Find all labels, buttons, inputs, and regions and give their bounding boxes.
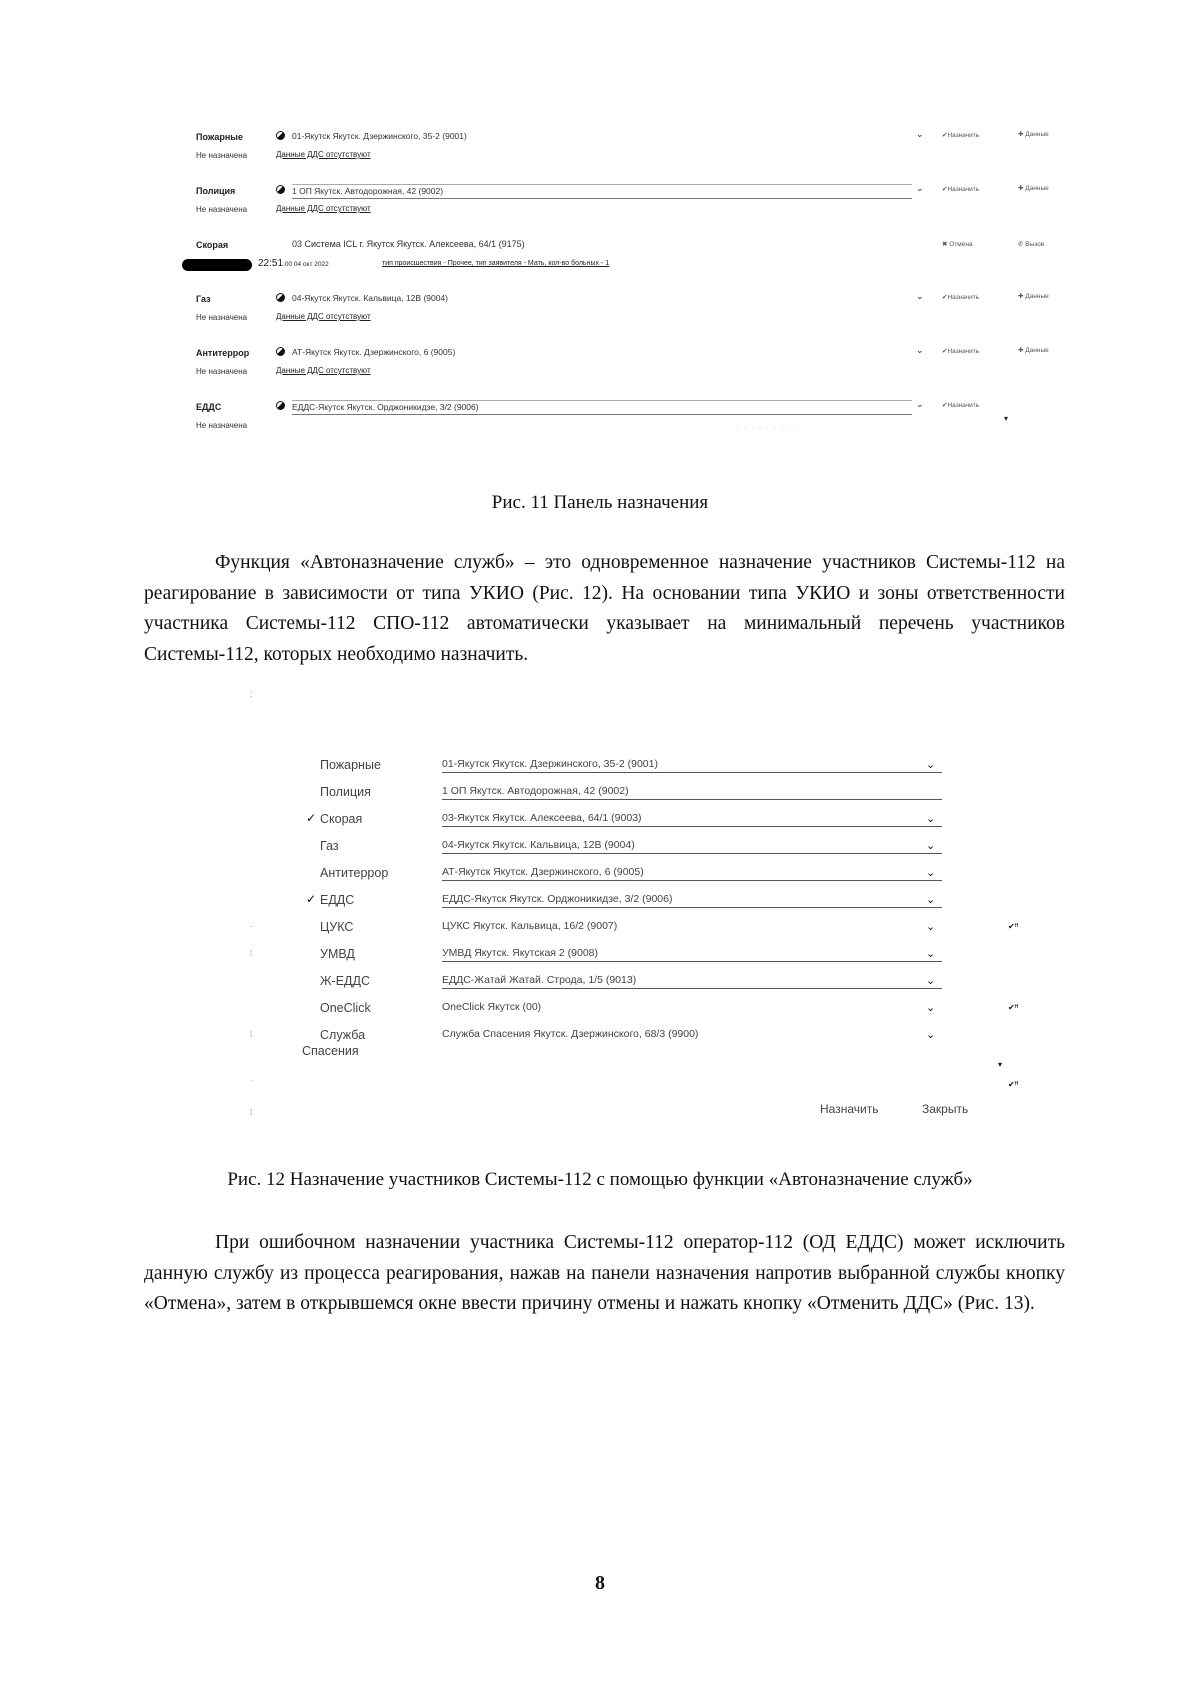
- service-select[interactable]: ЕДДС-Якутск Якутск. Орджоникидзе, 3/2 (9006): [292, 400, 912, 415]
- radio-icon[interactable]: [276, 293, 285, 302]
- chevron-down-icon[interactable]: ⌄: [916, 183, 924, 193]
- service-row-antiterror: [196, 334, 1096, 374]
- chevron-down-icon[interactable]: ⌄: [926, 1002, 936, 1014]
- service-select[interactable]: 01-Якутск Якутск. Дзержинского, 35-2 (9001): [292, 131, 467, 141]
- service-name: ЦУКС: [320, 920, 354, 934]
- auto-row-police[interactable]: [246, 779, 1046, 805]
- service-status: Не назначена: [196, 151, 248, 160]
- service-name: Скорая: [196, 240, 229, 250]
- chevron-down-icon[interactable]: ⌄: [926, 948, 936, 960]
- service-select[interactable]: ЕДДС-Якутск Якутск. Орджоникидзе, 3/2 (9006): [442, 891, 942, 908]
- chevron-down-icon[interactable]: ⌄: [926, 921, 936, 933]
- chevron-down-icon[interactable]: ⌄: [916, 345, 924, 355]
- service-select[interactable]: 01-Якутск Якутск. Дзержинского, 35-2 (9001): [442, 756, 942, 773]
- assign-button[interactable]: ✔Назначить: [942, 402, 980, 409]
- redaction-bar: [182, 259, 252, 271]
- assign-button[interactable]: Назначить: [820, 1102, 879, 1116]
- service-select[interactable]: ЕДДС-Жатай Жатай. Строда, 1/5 (9013): [442, 972, 942, 989]
- service-select[interactable]: АТ-Якутск Якутск. Дзержинского, 6 (9005): [292, 347, 456, 357]
- service-row-edds: [196, 388, 1096, 428]
- assigned-time: 22:51:00 04 окт 2022: [258, 258, 329, 269]
- service-select[interactable]: УМВД Якутск. Якутская 2 (9008): [442, 945, 942, 962]
- service-select[interactable]: OneClick Якутск (00): [442, 1001, 542, 1013]
- check-icon: ✔ᴴ: [1008, 1080, 1019, 1089]
- service-name: Газ: [320, 839, 339, 853]
- chevron-down-icon[interactable]: ⌄: [916, 399, 924, 409]
- check-icon: ✓: [306, 811, 317, 825]
- auto-row-oneclick[interactable]: [246, 995, 1046, 1021]
- assign-button[interactable]: ✔Назначить: [942, 348, 980, 355]
- figure-11-caption: Рис. 11 Панель назначения: [491, 492, 709, 513]
- auto-row-zh-edds[interactable]: [246, 968, 1046, 994]
- assign-button[interactable]: ✔Назначить: [942, 294, 980, 301]
- close-button[interactable]: Закрыть: [922, 1102, 969, 1116]
- call-button[interactable]: ✆ Вызов: [1018, 241, 1045, 248]
- edge-mark: ·: [250, 1076, 253, 1085]
- data-button[interactable]: ✚ Данные: [1018, 131, 1049, 138]
- service-name: Газ: [196, 294, 211, 304]
- radio-icon[interactable]: [276, 185, 285, 194]
- service-name: Ж-ЕДДС: [320, 974, 370, 988]
- service-name: Служба: [320, 1028, 366, 1042]
- chevron-down-icon[interactable]: ⌄: [926, 867, 936, 879]
- incident-info-link[interactable]: тип происшествия - Прочее, тип заявителя - Мать, кол-во больных - 1: [382, 260, 610, 267]
- auto-assign-dialog: [246, 690, 1046, 1120]
- chevron-down-icon[interactable]: ⌄: [926, 1029, 936, 1041]
- auto-row-antiterror[interactable]: [246, 860, 1046, 886]
- service-status: Не назначена: [196, 421, 248, 430]
- auto-row-gas[interactable]: [246, 833, 1046, 859]
- service-row-fire: [196, 118, 1096, 158]
- service-name: Полиция: [320, 785, 371, 799]
- dds-data-link[interactable]: Данные ДДС отсутствуют: [276, 204, 371, 213]
- assignment-panel: [196, 118, 1096, 468]
- service-select[interactable]: Служба Спасения Якутск. Дзержинского, 68/3 (9900): [442, 1028, 699, 1040]
- service-name: ЕДДС: [320, 893, 355, 907]
- service-name: OneClick: [320, 1001, 371, 1015]
- auto-row-ambulance[interactable]: [246, 806, 1046, 832]
- service-name: Пожарные: [196, 132, 243, 142]
- radio-icon[interactable]: [276, 347, 285, 356]
- check-icon: ✓: [306, 892, 317, 906]
- auto-row-tsuks[interactable]: [246, 914, 1046, 940]
- auto-row-rescue[interactable]: [246, 1022, 1046, 1066]
- service-select[interactable]: 1 ОП Якутск. Автодорожная, 42 (9002): [292, 184, 912, 199]
- service-name: УМВД: [320, 947, 355, 961]
- service-status: Не назначена: [196, 205, 248, 214]
- figure-12-caption: Рис. 12 Назначение участников Системы-112 с помощью функции «Автоназначение служб»: [227, 1169, 973, 1190]
- assign-button[interactable]: ✔Назначить: [942, 132, 980, 139]
- service-name: Антитеррор: [320, 866, 389, 880]
- service-name-line2: Спасения: [302, 1044, 359, 1058]
- data-button[interactable]: ✚ Данные: [1018, 347, 1049, 354]
- auto-row-umvd[interactable]: [246, 941, 1046, 967]
- service-name: ЕДДС: [196, 402, 222, 412]
- chevron-down-icon[interactable]: ⌄: [916, 129, 924, 139]
- data-button[interactable]: ✚ Данные: [1018, 185, 1049, 192]
- edge-mark: ⁚: [250, 690, 253, 699]
- chevron-down-icon[interactable]: ⌄: [926, 894, 936, 906]
- service-name: Пожарные: [320, 758, 381, 772]
- service-select[interactable]: ЦУКС Якутск. Кальвица, 16/2 (9007): [442, 920, 618, 932]
- check-icon: ✔ᴴ: [1008, 1003, 1019, 1012]
- service-row-gas: [196, 280, 1096, 320]
- chevron-down-icon[interactable]: ⌄: [916, 291, 924, 301]
- service-row-ambulance: [196, 226, 1096, 266]
- service-select[interactable]: 04-Якутск Якутск. Кальвица, 12В (9004): [292, 293, 449, 303]
- service-row-police: [196, 172, 1096, 212]
- chevron-down-icon[interactable]: ⌄: [926, 975, 936, 987]
- edge-mark: ·: [250, 922, 253, 931]
- ambulance-dds: 03 Система ICL г. Якутск Якутск. Алексеева, 64/1 (9175): [292, 239, 525, 249]
- service-select[interactable]: 03-Якутск Якутск. Алексеева, 64/1 (9003): [442, 810, 942, 827]
- edge-mark: ⁞: [250, 1108, 253, 1117]
- paragraph-cancel: При ошибочном назначении участника Системы-112 оператор-112 (ОД ЕДДС) может исключить данную службу из процесса реагирования, нажав на панели назначения напротив выбранной службы кнопку «Отмена», затем в открывшемся окне ввести причину отмены и нажать кнопку «Отменить ДДС» (Рис. 13).: [144, 1232, 1065, 1314]
- service-status: Не назначена: [196, 367, 248, 376]
- dds-data-link[interactable]: Данные ДДС отсутствуют: [276, 312, 371, 321]
- service-status: Не назначена: [196, 313, 248, 322]
- page-number: 8: [595, 1572, 605, 1594]
- service-name: Антитеррор: [196, 348, 250, 358]
- chevron-down-icon[interactable]: ⌄: [926, 759, 936, 771]
- service-select[interactable]: АТ-Якутск Якутск. Дзержинского, 6 (9005): [442, 864, 942, 881]
- scroll-indicator: · · · · · · · · ·: [736, 425, 802, 431]
- chevron-down-icon[interactable]: ⌄: [926, 813, 936, 825]
- scroll-down-icon[interactable]: ▾: [998, 1060, 1003, 1069]
- chevron-down-icon[interactable]: ⌄: [926, 840, 936, 852]
- service-name: Полиция: [196, 186, 236, 196]
- assign-button[interactable]: ✔Назначить: [942, 186, 980, 193]
- scroll-down-icon[interactable]: ▾: [1004, 414, 1009, 423]
- data-button[interactable]: ✚ Данные: [1018, 293, 1049, 300]
- edge-mark: ⁞: [250, 949, 253, 958]
- dds-data-link[interactable]: Данные ДДС отсутствуют: [276, 150, 371, 159]
- check-icon: ✔ᴴ: [1008, 922, 1019, 931]
- dds-data-link[interactable]: Данные ДДС отсутствуют: [276, 366, 371, 375]
- cancel-button[interactable]: ✖ Отмена: [942, 241, 973, 248]
- radio-icon[interactable]: [276, 131, 285, 140]
- paragraph-auto-assign: Функция «Автоназначение служб» – это одновременное назначение участников Системы-112 на реагирование в зависимости от типа УКИО (Рис. 12). На основании типа УКИО и зоны ответственности участника Системы-112 СПО-112 автоматически указывает на минимальный перечень участников Системы-112, которых необходимо назначить.: [144, 552, 1065, 665]
- radio-icon[interactable]: [276, 401, 285, 410]
- service-name: Скорая: [320, 812, 363, 826]
- edge-mark: ⁞: [250, 1030, 253, 1039]
- service-select[interactable]: 1 ОП Якутск. Автодорожная, 42 (9002): [442, 783, 942, 800]
- auto-row-edds[interactable]: [246, 887, 1046, 913]
- service-select[interactable]: 04-Якутск Якутск. Кальвица, 12В (9004): [442, 837, 942, 854]
- auto-row-fire[interactable]: [246, 752, 1046, 778]
